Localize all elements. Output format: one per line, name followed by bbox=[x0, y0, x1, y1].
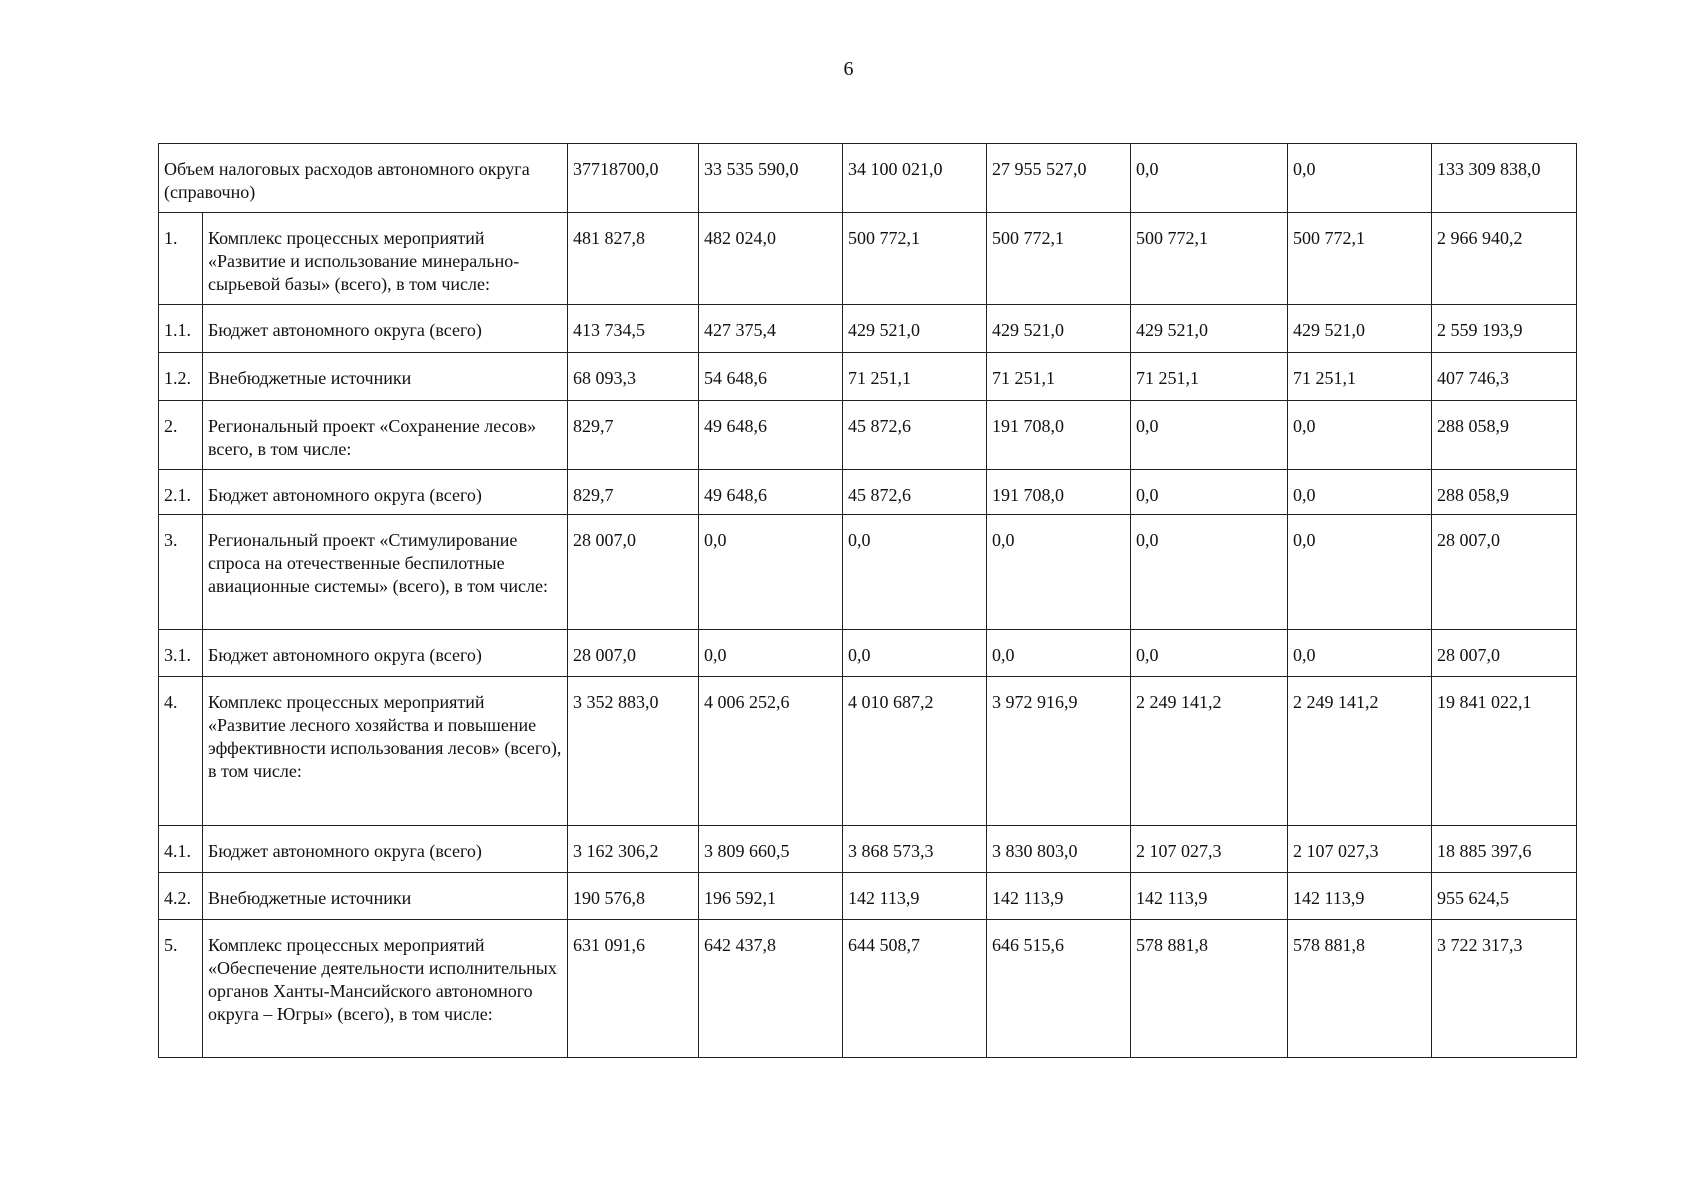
value-cell: 3 830 803,0 bbox=[987, 826, 1131, 873]
value-cell: 68 093,3 bbox=[568, 353, 699, 401]
row-label: Комплекс процессных мероприятий «Развитие и использование минерально-сырьевой базы» (всего), в том числе: bbox=[203, 213, 568, 305]
table-row bbox=[159, 873, 1577, 920]
value-cell: 427 375,4 bbox=[699, 305, 843, 353]
value-cell: 481 827,8 bbox=[568, 213, 699, 305]
value-cell: 71 251,1 bbox=[843, 353, 987, 401]
row-number: 1.1. bbox=[159, 305, 203, 353]
value-cell: 500 772,1 bbox=[843, 213, 987, 305]
row-number: 3. bbox=[159, 515, 203, 630]
row-number: 2. bbox=[159, 401, 203, 470]
value-cell: 196 592,1 bbox=[699, 873, 843, 920]
value-cell: 2 966 940,2 bbox=[1432, 213, 1577, 305]
value-cell: 4 006 252,6 bbox=[699, 677, 843, 826]
value-cell: 191 708,0 bbox=[987, 401, 1131, 470]
value-cell: 0,0 bbox=[1288, 144, 1432, 213]
row-number: 5. bbox=[159, 920, 203, 1058]
row-number: 1.2. bbox=[159, 353, 203, 401]
value-cell: 578 881,8 bbox=[1131, 920, 1288, 1058]
table-row bbox=[159, 470, 1577, 515]
value-cell: 71 251,1 bbox=[987, 353, 1131, 401]
table-row bbox=[159, 305, 1577, 353]
value-cell: 646 515,6 bbox=[987, 920, 1131, 1058]
value-cell: 288 058,9 bbox=[1432, 401, 1577, 470]
value-cell: 45 872,6 bbox=[843, 470, 987, 515]
value-cell: 482 024,0 bbox=[699, 213, 843, 305]
value-cell: 2 249 141,2 bbox=[1131, 677, 1288, 826]
value-cell: 0,0 bbox=[1131, 401, 1288, 470]
value-cell: 0,0 bbox=[1131, 470, 1288, 515]
row-label: Внебюджетные источники bbox=[203, 353, 568, 401]
table-row bbox=[159, 826, 1577, 873]
value-cell: 3 972 916,9 bbox=[987, 677, 1131, 826]
value-cell: 955 624,5 bbox=[1432, 873, 1577, 920]
value-cell: 578 881,8 bbox=[1288, 920, 1432, 1058]
row-number: 4.1. bbox=[159, 826, 203, 873]
value-cell: 0,0 bbox=[1131, 515, 1288, 630]
value-cell: 429 521,0 bbox=[1131, 305, 1288, 353]
value-cell: 500 772,1 bbox=[1288, 213, 1432, 305]
value-cell: 829,7 bbox=[568, 470, 699, 515]
value-cell: 429 521,0 bbox=[1288, 305, 1432, 353]
value-cell: 3 722 317,3 bbox=[1432, 920, 1577, 1058]
value-cell: 28 007,0 bbox=[1432, 515, 1577, 630]
value-cell: 71 251,1 bbox=[1131, 353, 1288, 401]
value-cell: 37718700,0 bbox=[568, 144, 699, 213]
value-cell: 27 955 527,0 bbox=[987, 144, 1131, 213]
row-label: Бюджет автономного округа (всего) bbox=[203, 470, 568, 515]
value-cell: 191 708,0 bbox=[987, 470, 1131, 515]
value-cell: 142 113,9 bbox=[1288, 873, 1432, 920]
value-cell: 413 734,5 bbox=[568, 305, 699, 353]
row-label: Бюджет автономного округа (всего) bbox=[203, 826, 568, 873]
value-cell: 3 868 573,3 bbox=[843, 826, 987, 873]
value-cell: 3 352 883,0 bbox=[568, 677, 699, 826]
value-cell: 133 309 838,0 bbox=[1432, 144, 1577, 213]
value-cell: 142 113,9 bbox=[987, 873, 1131, 920]
value-cell: 0,0 bbox=[843, 630, 987, 677]
value-cell: 0,0 bbox=[843, 515, 987, 630]
value-cell: 829,7 bbox=[568, 401, 699, 470]
value-cell: 0,0 bbox=[1288, 630, 1432, 677]
value-cell: 429 521,0 bbox=[843, 305, 987, 353]
row-number: 1. bbox=[159, 213, 203, 305]
value-cell: 631 091,6 bbox=[568, 920, 699, 1058]
value-cell: 500 772,1 bbox=[987, 213, 1131, 305]
value-cell: 34 100 021,0 bbox=[843, 144, 987, 213]
value-cell: 2 107 027,3 bbox=[1131, 826, 1288, 873]
row-label: Бюджет автономного округа (всего) bbox=[203, 630, 568, 677]
value-cell: 0,0 bbox=[1288, 401, 1432, 470]
value-cell: 4 010 687,2 bbox=[843, 677, 987, 826]
row-label: Комплекс процессных мероприятий «Развитие лесного хозяйства и повышение эффективности использования лесов» (всего), в том числе: bbox=[203, 677, 568, 826]
table-row bbox=[159, 677, 1577, 826]
row-label: Комплекс процессных мероприятий «Обеспечение деятельности исполнительных органов Ханты-Мансийского автономного округа – Югры» (всего), в том числе: bbox=[203, 920, 568, 1058]
value-cell: 45 872,6 bbox=[843, 401, 987, 470]
row-label: Объем налоговых расходов автономного округа (справочно) bbox=[159, 144, 568, 213]
value-cell: 18 885 397,6 bbox=[1432, 826, 1577, 873]
table-row bbox=[159, 213, 1577, 305]
value-cell: 71 251,1 bbox=[1288, 353, 1432, 401]
value-cell: 3 162 306,2 bbox=[568, 826, 699, 873]
value-cell: 0,0 bbox=[699, 515, 843, 630]
value-cell: 429 521,0 bbox=[987, 305, 1131, 353]
value-cell: 49 648,6 bbox=[699, 470, 843, 515]
value-cell: 142 113,9 bbox=[1131, 873, 1288, 920]
value-cell: 0,0 bbox=[1288, 470, 1432, 515]
table-row bbox=[159, 401, 1577, 470]
value-cell: 190 576,8 bbox=[568, 873, 699, 920]
budget-table bbox=[158, 143, 1577, 1058]
value-cell: 49 648,6 bbox=[699, 401, 843, 470]
table-row bbox=[159, 353, 1577, 401]
value-cell: 3 809 660,5 bbox=[699, 826, 843, 873]
value-cell: 644 508,7 bbox=[843, 920, 987, 1058]
value-cell: 28 007,0 bbox=[568, 630, 699, 677]
table-row bbox=[159, 515, 1577, 630]
row-label: Бюджет автономного округа (всего) bbox=[203, 305, 568, 353]
table-row bbox=[159, 920, 1577, 1058]
value-cell: 142 113,9 bbox=[843, 873, 987, 920]
value-cell: 0,0 bbox=[699, 630, 843, 677]
summary-row bbox=[159, 144, 1577, 213]
row-number: 3.1. bbox=[159, 630, 203, 677]
value-cell: 0,0 bbox=[987, 515, 1131, 630]
row-number: 4. bbox=[159, 677, 203, 826]
value-cell: 0,0 bbox=[1288, 515, 1432, 630]
table-row bbox=[159, 630, 1577, 677]
row-label: Региональный проект «Сохранение лесов» всего, в том числе: bbox=[203, 401, 568, 470]
value-cell: 0,0 bbox=[1131, 630, 1288, 677]
value-cell: 642 437,8 bbox=[699, 920, 843, 1058]
value-cell: 0,0 bbox=[1131, 144, 1288, 213]
value-cell: 2 107 027,3 bbox=[1288, 826, 1432, 873]
value-cell: 288 058,9 bbox=[1432, 470, 1577, 515]
value-cell: 2 559 193,9 bbox=[1432, 305, 1577, 353]
row-label: Региональный проект «Стимулирование спроса на отечественные беспилотные авиационные системы» (всего), в том числе: bbox=[203, 515, 568, 630]
value-cell: 2 249 141,2 bbox=[1288, 677, 1432, 826]
value-cell: 28 007,0 bbox=[1432, 630, 1577, 677]
value-cell: 0,0 bbox=[987, 630, 1131, 677]
row-number: 4.2. bbox=[159, 873, 203, 920]
value-cell: 28 007,0 bbox=[568, 515, 699, 630]
value-cell: 500 772,1 bbox=[1131, 213, 1288, 305]
value-cell: 54 648,6 bbox=[699, 353, 843, 401]
page-number: 6 bbox=[843, 58, 854, 80]
value-cell: 19 841 022,1 bbox=[1432, 677, 1577, 826]
value-cell: 33 535 590,0 bbox=[699, 144, 843, 213]
value-cell: 407 746,3 bbox=[1432, 353, 1577, 401]
row-number: 2.1. bbox=[159, 470, 203, 515]
row-label: Внебюджетные источники bbox=[203, 873, 568, 920]
